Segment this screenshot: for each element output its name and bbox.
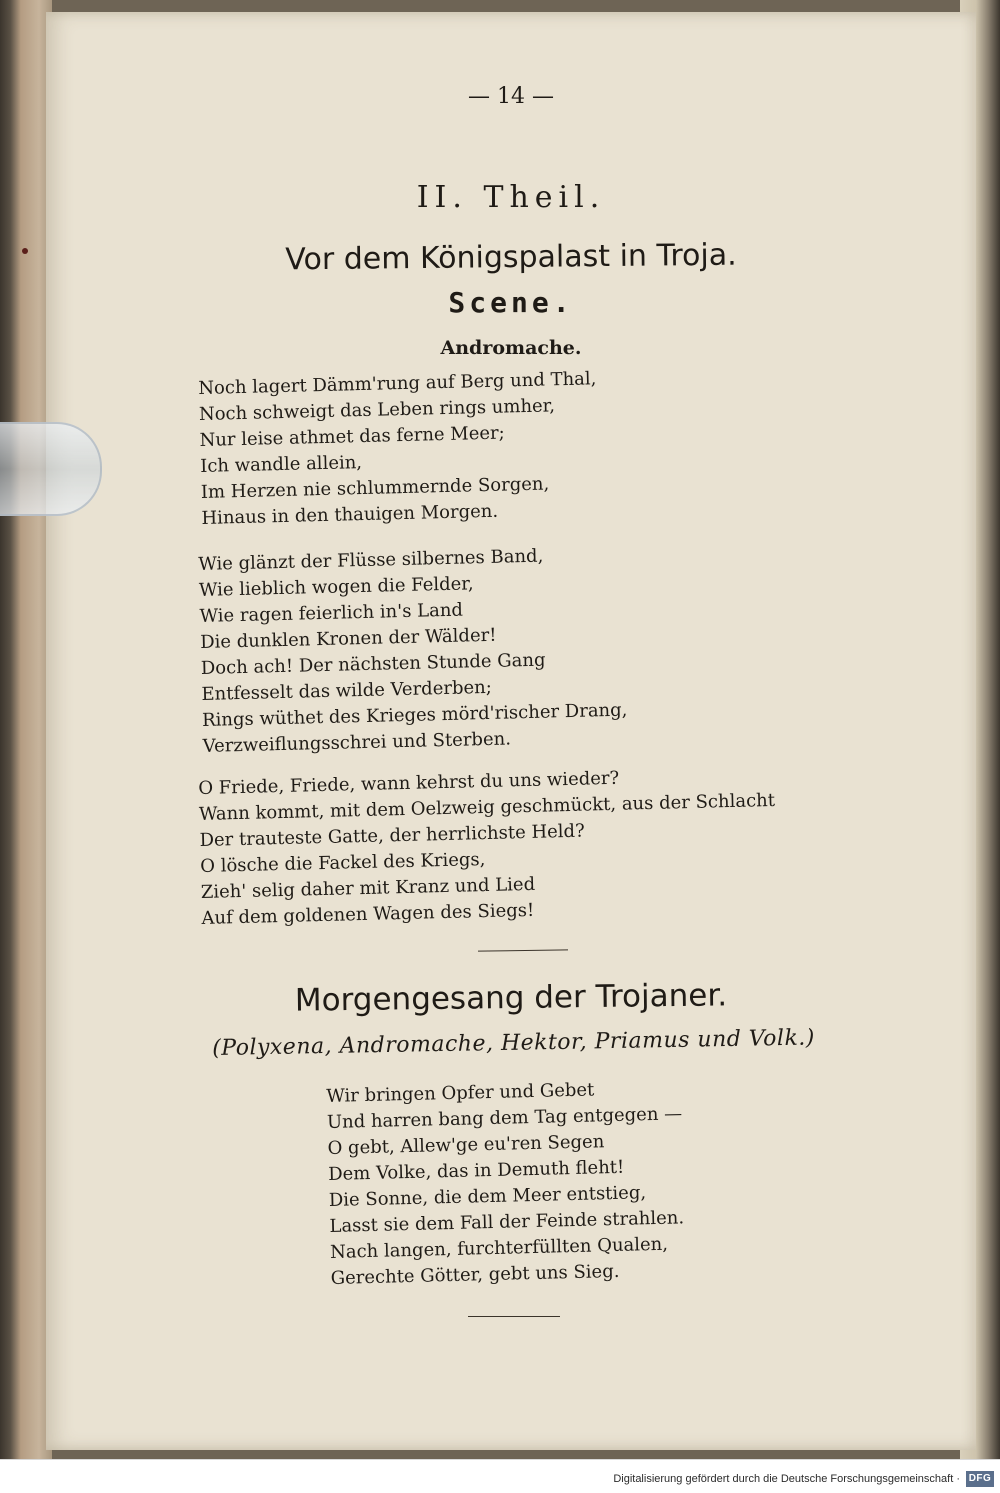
verse-line: O Friede, Friede, wann kehrst du uns wieder?: [198, 767, 620, 799]
verse-line: Zieh' selig daher mit Kranz und Lied: [200, 873, 536, 903]
location-title: Vor dem Königspalast in Troja.: [285, 237, 737, 278]
verse-line: Wann kommt, mit dem Oelzweig geschmückt, aus der Schlacht: [198, 789, 776, 825]
speaker-name: Andromache.: [440, 337, 582, 359]
verse-line: Hinaus in den thauigen Morgen.: [201, 500, 499, 529]
scene-title: Scene.: [448, 286, 574, 319]
book-cover-edge: [0, 0, 52, 1460]
page-clip: [0, 422, 102, 516]
verse-line: Wie lieblich wogen die Felder,: [198, 573, 474, 601]
verse-line: Noch schweigt das Leben rings umher,: [198, 395, 556, 425]
page-number: — 14 —: [468, 84, 554, 109]
verse-line: Im Herzen nie schlummernde Sorgen,: [200, 473, 550, 503]
part-title: II. Theil.: [416, 180, 606, 215]
section-divider: [478, 949, 568, 951]
verse-line: Doch ach! Der nächsten Stunde Gang: [200, 649, 546, 679]
verse-line: O gebt, Allew'ge eu'ren Segen: [327, 1131, 605, 1159]
verse-line: Die Sonne, die dem Meer entstieg,: [328, 1182, 647, 1211]
verse-line: Der trauteste Gatte, der herrlichste Held?: [199, 820, 585, 851]
verse-line: Wir bringen Opfer und Gebet: [326, 1079, 595, 1107]
verse-line: Entfesselt das wilde Verderben;: [201, 676, 493, 705]
verse-line: Rings wüthet des Krieges mörd'rischer Drang,: [201, 699, 628, 731]
verse-line: O lösche die Fackel des Kriegs,: [199, 849, 486, 877]
verse-line: Noch lagert Dämm'rung auf Berg und Thal,: [198, 368, 597, 399]
stanza: [198, 542, 628, 760]
verse-line: Ich wandle allein,: [199, 452, 363, 477]
stanza: [198, 366, 600, 532]
verse-line: Und harren bang dem Tag entgegen —: [326, 1103, 683, 1133]
song-stanza: [326, 1075, 686, 1292]
verse-line: Nur leise athmet das ferne Meer;: [199, 422, 505, 451]
verse-line: Wie ragen feierlich in's Land: [199, 599, 464, 627]
verse-line: Nach langen, furchterfüllten Qualen,: [329, 1233, 669, 1263]
verse-line: Gerechte Götter, gebt uns Sieg.: [330, 1260, 620, 1289]
verse-line: Wie glänzt der Flüsse silbernes Band,: [198, 545, 544, 575]
verse-line: Verzweiflungsschrei und Sterben.: [202, 728, 512, 757]
dfg-logo: DFG: [966, 1471, 994, 1487]
credit-bar: [0, 1459, 1000, 1493]
book-page: [46, 12, 976, 1450]
digitization-credit: Digitalisierung gefördert durch die Deutsche Forschungsgemeinschaft ·: [613, 1473, 960, 1485]
binding-dot: [22, 248, 28, 254]
verse-line: Dem Volke, das in Demuth fleht!: [327, 1156, 625, 1185]
verse-line: Lasst sie dem Fall der Feinde strahlen.: [329, 1207, 685, 1237]
verse-line: Die dunklen Kronen der Wälder!: [199, 624, 497, 653]
stanza: [198, 762, 778, 932]
verse-line: Auf dem goldenen Wagen des Siegs!: [201, 899, 535, 929]
end-divider: [468, 1316, 560, 1317]
song-title: Morgengesang der Trojaner.: [294, 977, 728, 1019]
cast-list: (Polyxena, Andromache, Hektor, Priamus und Volk.): [212, 1025, 816, 1061]
